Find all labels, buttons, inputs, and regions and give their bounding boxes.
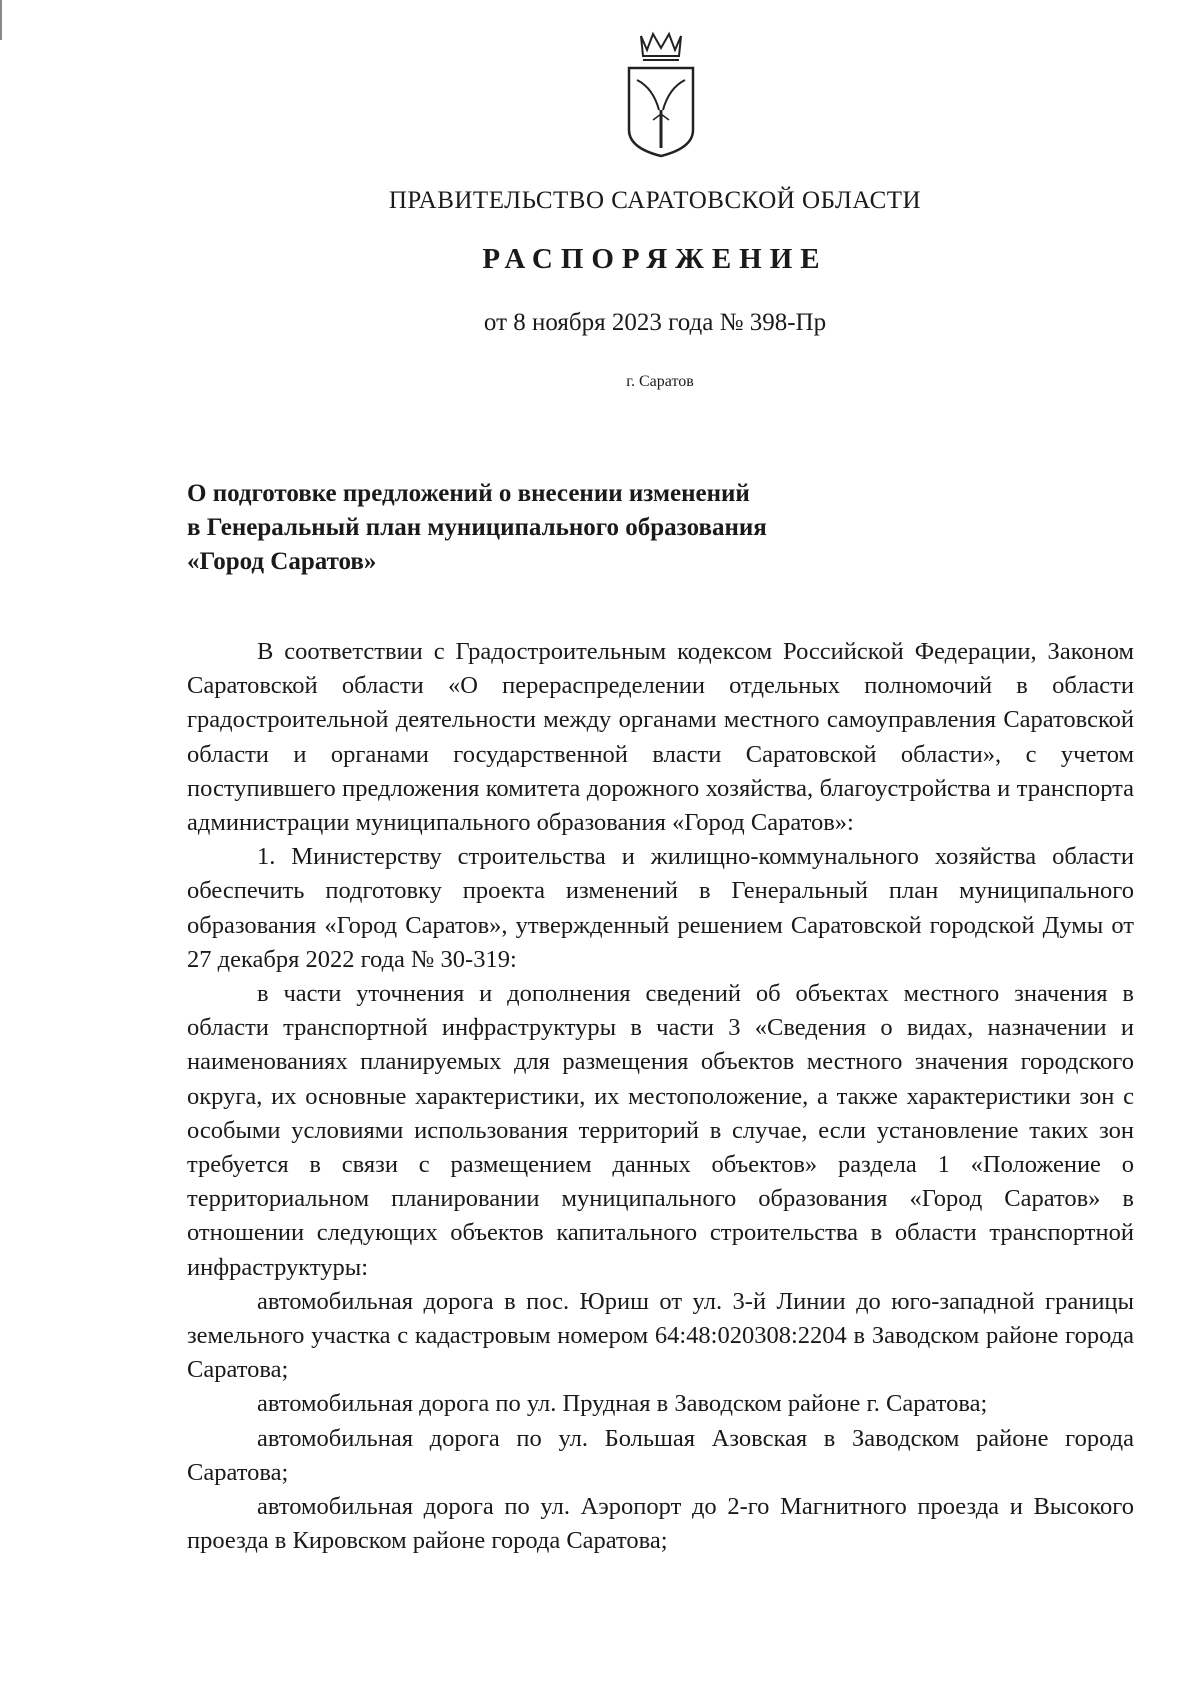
body-paragraph: автомобильная дорога по ул. Прудная в Заводском районе г. Саратова; bbox=[257, 1390, 988, 1418]
coat-of-arms-emblem bbox=[623, 30, 699, 158]
body-paragraph: автомобильная дорога по ул. Большая Азовская в Заводском районе города Саратова; bbox=[187, 1424, 1134, 1486]
document-title bbox=[187, 477, 887, 579]
title-line: «Город Саратов» bbox=[187, 548, 377, 575]
document-body bbox=[187, 635, 1134, 1558]
title-line: в Генеральный план муниципального образования bbox=[187, 514, 767, 541]
government-name: ПРАВИТЕЛЬСТВО САРАТОВСКОЙ ОБЛАСТИ bbox=[388, 187, 922, 214]
body-paragraph: автомобильная дорога по ул. Аэропорт до 2-го Магнитного проезда и Высокого проезда в Кировском районе города Саратова; bbox=[187, 1493, 1134, 1555]
scan-edge-mark bbox=[0, 0, 2, 40]
document-date-number: от 8 ноября 2023 года № 398-Пр bbox=[483, 309, 827, 336]
body-paragraph: В соответствии с Градостроительным кодексом Российской Федерации, Законом Саратовской области «О перераспределении отдельных полномочий в области градостроительной деятельности между органами местного самоуправления Саратовской области и органами государственной власти Саратовской области», с учетом поступившего предложения комитета дорожного хозяйства, благоустройства и транспорта администрации муниципального образования «Город Саратов»: bbox=[187, 638, 1134, 837]
body-paragraph: в части уточнения и дополнения сведений об объектах местного значения в области транспортной инфраструктуры в части 3 «Сведения о видах, назначении и наименованиях планируемых для размещения объектов местного значения городского округа, их основные характеристики, их местоположение, а также характеристики зон с особыми условиями использования территорий в случае, если установление таких зон требуется в связи с размещением данных объектов» раздела 1 «Положение о территориальном планировании муниципального образования «Город Саратов» в отношении следующих объектов капитального строительства в области транспортной инфраструктуры: bbox=[187, 980, 1134, 1281]
document-place: г. Саратов bbox=[626, 373, 694, 390]
document-type: РАСПОРЯЖЕНИЕ bbox=[482, 243, 828, 275]
title-line: О подготовке предложений о внесении изменений bbox=[187, 480, 750, 507]
body-paragraph: 1. Министерству строительства и жилищно-коммунального хозяйства области обеспечить подготовку проекта изменений в Генеральный план муниципального образования «Город Саратов», утвержденный решением Саратовской городской Думы от 27 декабря 2022 года № 30-319: bbox=[187, 843, 1134, 973]
body-paragraph: автомобильная дорога в пос. Юриш от ул. 3-й Линии до юго-западной границы земельного участка с кадастровым номером 64:48:020308:2204 в Заводском районе города Саратова; bbox=[187, 1287, 1134, 1384]
